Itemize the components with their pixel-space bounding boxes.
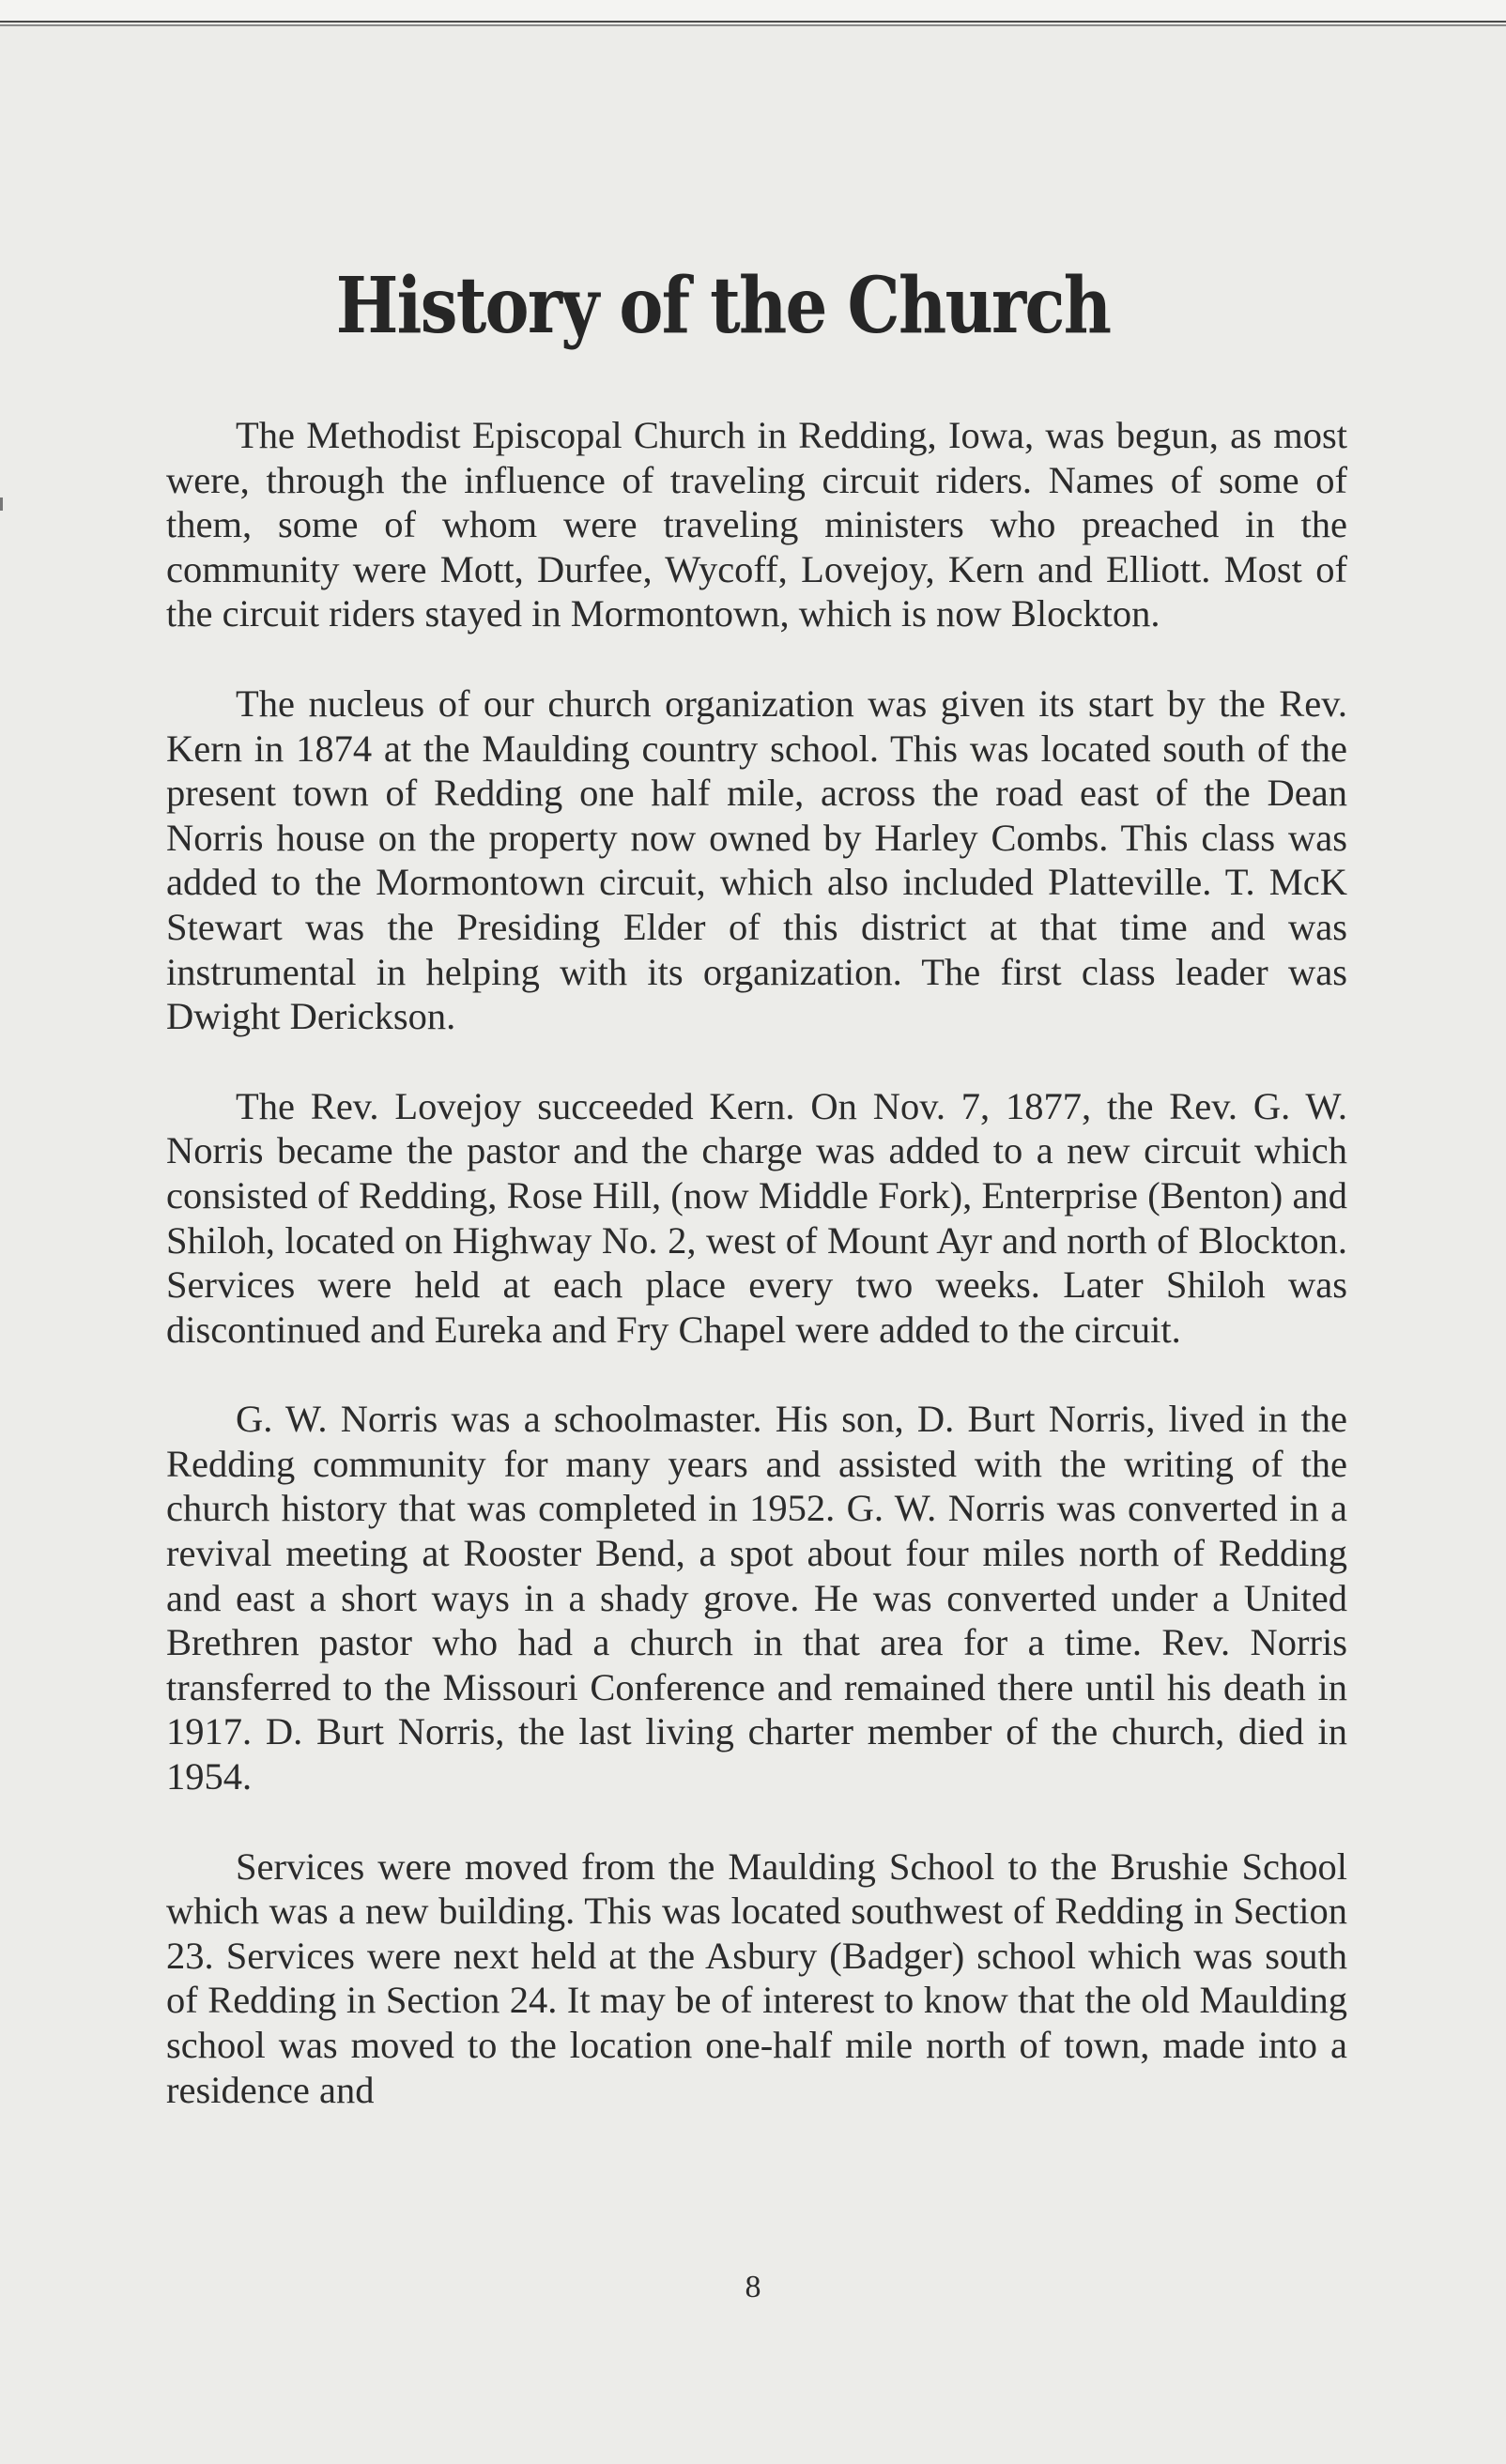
margin-mark: [0, 497, 3, 511]
page-top-rule: [0, 24, 1506, 26]
page-top-edge: [0, 0, 1506, 23]
page-title: History of the Church: [335, 261, 1111, 351]
paragraph-2: The nucleus of our church organization was given its start by the Rev. Kern in 1874 at the Maulding country school. This was located south of the present town of Redding one half mile, across the road east of the Dean Norris house on the property now owned by Harley Combs. This class was added to the Mormontown circuit, which also included Platteville. T. McK Stewart was the Presiding Elder of this district at that time and was instrumental in helping with its organization. The first class leader was Dwight Derickson.: [166, 681, 1347, 1038]
paragraph-4: G. W. Norris was a schoolmaster. His son, D. Burt Norris, lived in the Redding community for many years and assisted with the writing of the church history that was completed in 1952. G. W. Norris was converted in a revival meeting at Rooster Bend, a spot about four miles north of Redding and east a short ways in a shady grove. He was converted under a United Brethren pastor who had a church in that area for a time. Rev. Norris transferred to the Missouri Conference and remained there until his death in 1917. D. Burt Norris, the last living charter member of the church, died in 1954.: [166, 1398, 1347, 1798]
paragraph-3: The Rev. Lovejoy succeeded Kern. On Nov. 7, 1877, the Rev. G. W. Norris became the pastor and the charge was added to a new circuit which consisted of Redding, Rose Hill, (now Middle Fork), Enterprise (Benton) and Shiloh, located on Highway No. 2, west of Mount Ayr and north of Blockton. Services were held at each place every two weeks. Later Shiloh was discontinued and Eureka and Fry Chapel were added to the circuit.: [166, 1084, 1347, 1351]
body-text: [166, 413, 1347, 2112]
page-number: 8: [745, 2270, 761, 2304]
paragraph-1: The Methodist Episcopal Church in Redding, Iowa, was begun, as most were, through the influence of traveling circuit riders. Names of some of them, some of whom were traveling ministers who preached in the community were Mott, Durfee, Wycoff, Lovejoy, Kern and Elliott. Most of the circuit riders stayed in Mormontown, which is now Blockton.: [166, 414, 1347, 635]
paragraph-5: Services were moved from the Maulding School to the Brushie School which was a new building. This was located southwest of Redding in Section 23. Services were next held at the Asbury (Badger) school which was south of Redding in Section 24. It may be of interest to know that the old Maulding school was moved to the location one-half mile north of town, made into a residence and: [166, 1844, 1347, 2111]
